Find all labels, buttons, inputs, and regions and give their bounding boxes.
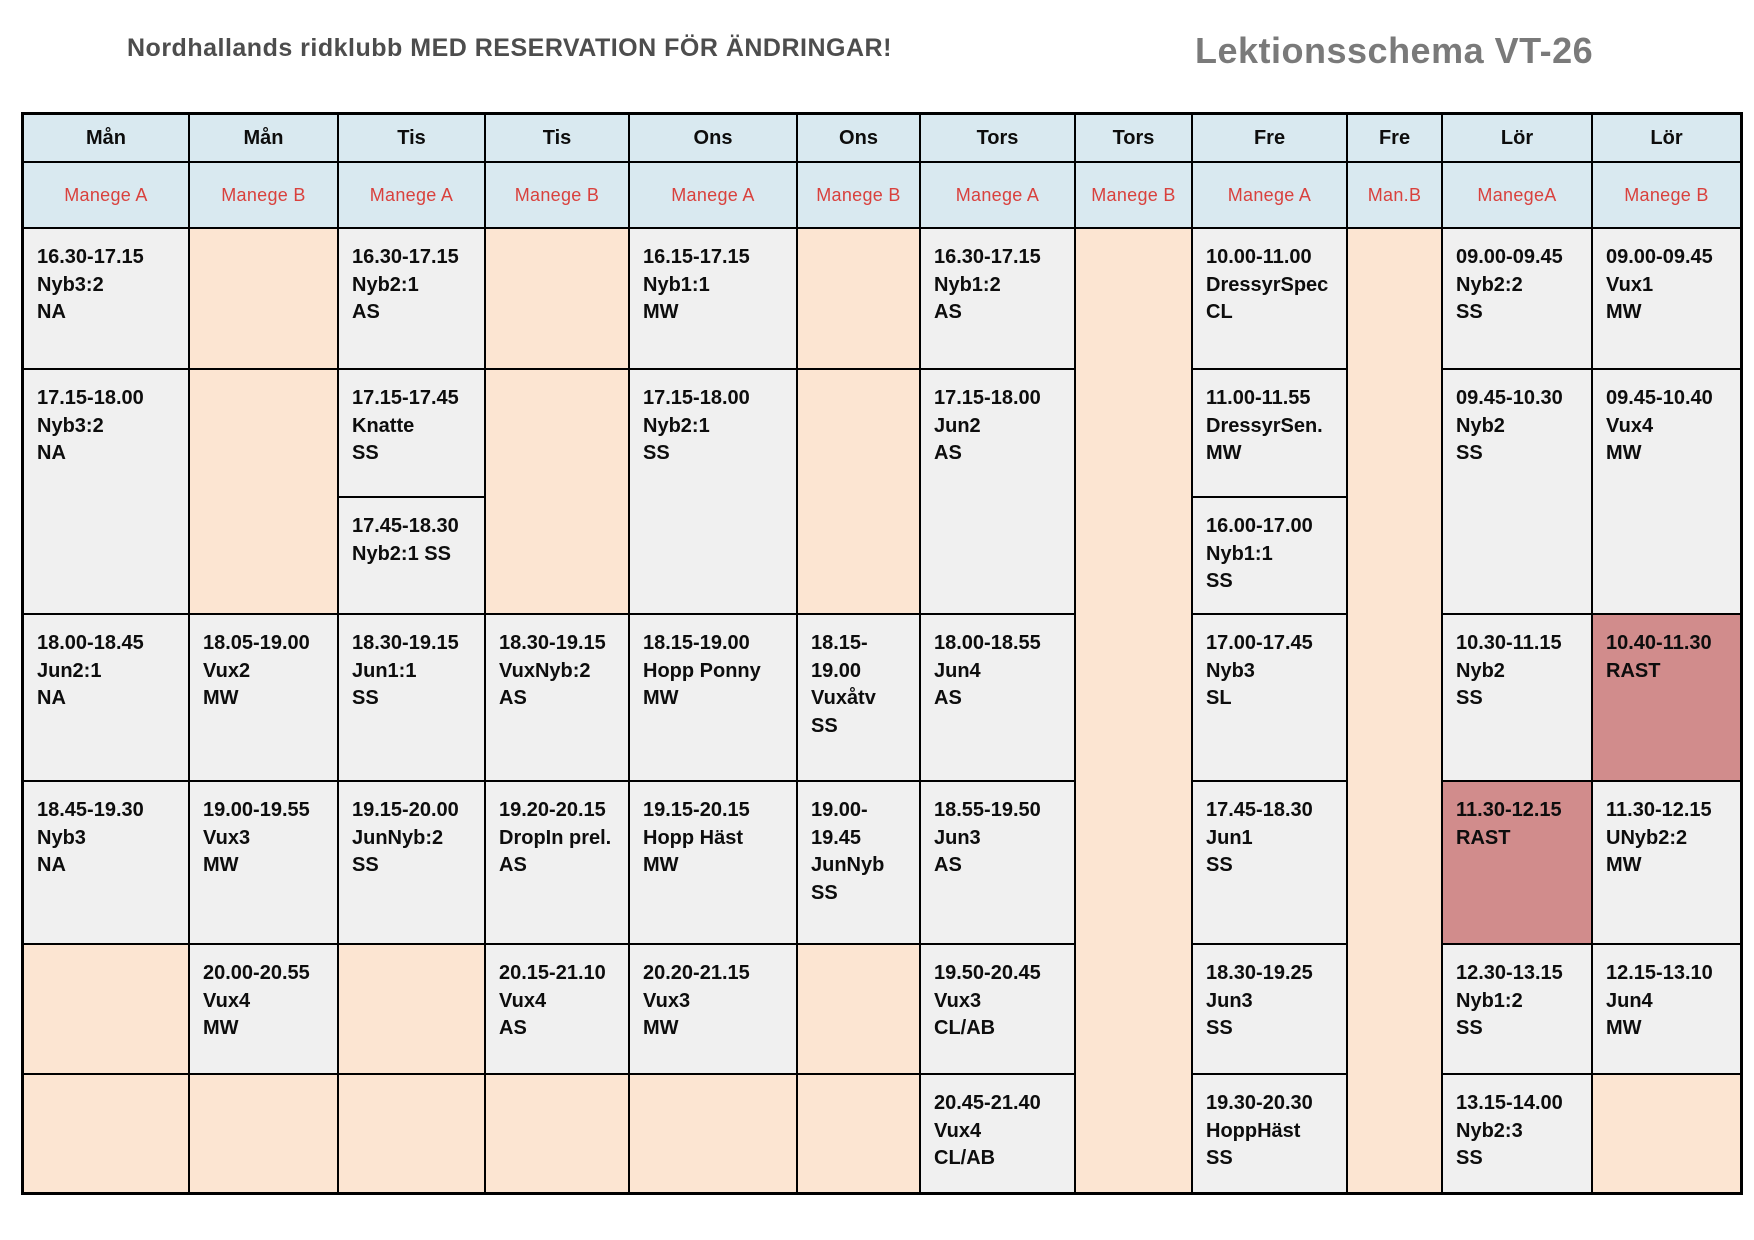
lesson-text-line: DressyrSen.: [1206, 414, 1323, 437]
lesson-text-line: 19.45: [811, 826, 862, 849]
lesson-text-line: SS: [1456, 687, 1483, 710]
manege-header-cell: Manege B: [798, 163, 921, 229]
schedule-cell: [630, 945, 798, 1075]
lesson-text-line: 20.15-21.10: [499, 962, 606, 984]
schedule-cell: [1193, 615, 1348, 782]
schedule-cell: [339, 370, 486, 498]
lesson-text-line: 19.15-20.15: [643, 799, 750, 821]
lesson-text-line: 16.00-17.00: [1206, 515, 1313, 537]
lesson-text-line: Nyb2:3: [1456, 1119, 1523, 1142]
manege-header-cell: Manege A: [24, 163, 190, 229]
lesson-text-line: AS: [934, 301, 962, 324]
day-header-cell: Tis: [339, 115, 486, 163]
schedule-cell: [798, 1075, 921, 1192]
day-header-cell: Tors: [1076, 115, 1193, 163]
day-header-cell: Fre: [1193, 115, 1348, 163]
lesson-text-line: 18.55-19.50: [934, 799, 1041, 821]
schedule-cell: [190, 945, 339, 1075]
lesson-text-line: Vux4: [203, 989, 251, 1012]
lesson-text-line: Nyb2:2: [1456, 273, 1523, 296]
manege-header-cell: Manege A: [630, 163, 798, 229]
lesson-text-line: Vux4: [934, 1119, 982, 1142]
lesson-text-line: Hopp Ponny: [643, 659, 761, 682]
manege-header-cell: Manege B: [1076, 163, 1193, 229]
lesson-text-line: CL/AB: [934, 1017, 996, 1040]
manege-header-cell: Manege A: [339, 163, 486, 229]
lesson-text-line: Jun1:1: [352, 659, 417, 682]
lesson-text-line: NA: [37, 301, 66, 324]
schedule-cell: [486, 615, 630, 782]
lesson-text-line: 18.30-19.15: [499, 632, 606, 654]
lesson-text-line: 16.15-17.15: [643, 246, 750, 268]
lesson-text-line: 20.45-21.40: [934, 1092, 1041, 1114]
schedule-cell: [630, 615, 798, 782]
lesson-text-line: 17.15-18.00: [934, 387, 1041, 409]
lesson-text-line: VuxNyb:2: [499, 659, 591, 682]
schedule-cell: [921, 782, 1076, 945]
day-header-cell: Ons: [630, 115, 798, 163]
lesson-text-line: SS: [352, 854, 379, 877]
schedule-cell: [1076, 229, 1193, 1192]
lesson-text-line: Nyb1:2: [1456, 989, 1523, 1012]
lesson-text-line: Jun3: [1206, 989, 1253, 1012]
lesson-text-line: 19.30-20.30: [1206, 1092, 1313, 1114]
page-title: Lektionsschema VT-26: [1195, 30, 1594, 71]
schedule-cell: [630, 370, 798, 615]
lesson-text-line: Nyb3:2: [37, 414, 104, 437]
lesson-text-line: 18.15-19.00: [643, 632, 750, 654]
day-header-cell: Ons: [798, 115, 921, 163]
schedule-cell: [921, 229, 1076, 370]
lesson-text-line: 19.15-20.00: [352, 799, 459, 821]
lesson-text-line: NA: [37, 442, 66, 465]
lesson-text-line: 18.00-18.55: [934, 632, 1041, 654]
lesson-text-line: SS: [352, 442, 379, 465]
lesson-text-line: SS: [1456, 1147, 1483, 1170]
manege-header-cell: Manege B: [1593, 163, 1740, 229]
schedule-cell: [339, 498, 486, 615]
schedule-cell: [630, 782, 798, 945]
lesson-text-line: Nyb3:2: [37, 273, 104, 296]
lesson-text-line: Vux3: [934, 989, 982, 1012]
lesson-text-line: 19.00-19.55: [203, 799, 310, 821]
lesson-text-line: 10.30-11.15: [1456, 632, 1562, 654]
lesson-text-line: 09.00-09.45: [1606, 246, 1713, 268]
schedule-cell: [798, 782, 921, 945]
lesson-text-line: JunNyb: [811, 854, 885, 877]
schedule-cell: [798, 615, 921, 782]
schedule-cell: [190, 782, 339, 945]
lesson-text-line: 12.15-13.10: [1606, 962, 1713, 984]
day-header-cell: Tors: [921, 115, 1076, 163]
lesson-text-line: MW: [1606, 854, 1642, 877]
lesson-text-line: UNyb2:2: [1606, 826, 1688, 849]
lesson-text-line: 19.20-20.15: [499, 799, 606, 821]
lesson-text-line: 09.45-10.40: [1606, 387, 1713, 409]
schedule-cell: [486, 370, 630, 615]
lesson-text-line: MW: [1206, 442, 1242, 465]
lesson-text-line: RAST: [1606, 659, 1661, 682]
lesson-text-line: 18.30-19.25: [1206, 962, 1313, 984]
lesson-text-line: Knatte: [352, 414, 415, 437]
day-header-cell: Tis: [486, 115, 630, 163]
lesson-text-line: 17.15-18.00: [643, 387, 750, 409]
lesson-text-line: JunNyb:2: [352, 826, 444, 849]
lesson-text-line: Vux4: [499, 989, 547, 1012]
lesson-text-line: MW: [1606, 442, 1642, 465]
schedule-cell: [486, 945, 630, 1075]
schedule-cell: [1593, 370, 1740, 615]
lesson-text-line: SS: [1456, 442, 1483, 465]
club-subtitle: Nordhallands ridklubb MED RESERVATION FÖR ÄNDRINGAR!: [127, 34, 892, 62]
schedule-cell: [190, 229, 339, 370]
lesson-text-line: SS: [1456, 1017, 1483, 1040]
lesson-text-line: SS: [811, 881, 838, 904]
manege-header-cell: Manege B: [486, 163, 630, 229]
lesson-text-line: 18.30-19.15: [352, 632, 459, 654]
lesson-text-line: Jun4: [934, 659, 981, 682]
lesson-text-line: AS: [352, 301, 380, 324]
schedule-cell: [1443, 229, 1593, 370]
lesson-text-line: HoppHäst: [1206, 1119, 1301, 1142]
lesson-text-line: Vux4: [1606, 414, 1654, 437]
schedule-cell: [24, 370, 190, 615]
lesson-text-line: 12.30-13.15: [1456, 962, 1563, 984]
lesson-text-line: Nyb2: [1456, 659, 1505, 682]
lesson-text-line: MW: [643, 301, 679, 324]
day-header-cell: Mån: [190, 115, 339, 163]
schedule-cell: [1193, 945, 1348, 1075]
lesson-text-line: NA: [37, 687, 66, 710]
day-header-cell: Lör: [1593, 115, 1740, 163]
schedule-cell: [1593, 1075, 1740, 1192]
lesson-text-line: 18.45-19.30: [37, 799, 144, 821]
lesson-text-line: Jun2:1: [37, 659, 102, 682]
lesson-text-line: AS: [934, 687, 962, 710]
lesson-text-line: MW: [643, 854, 679, 877]
manege-header-cell: ManegeA: [1443, 163, 1593, 229]
schedule-cell: [798, 945, 921, 1075]
day-header-cell: Fre: [1348, 115, 1443, 163]
lesson-text-line: 09.45-10.30: [1456, 387, 1563, 409]
lesson-text-line: Jun2: [934, 414, 981, 437]
lesson-text-line: MW: [1606, 301, 1642, 324]
schedule-cell: [339, 1075, 486, 1192]
lesson-text-line: 17.15-18.00: [37, 387, 144, 409]
lesson-text-line: MW: [643, 1017, 679, 1040]
lesson-text-line: Vux3: [203, 826, 251, 849]
lesson-text-line: Nyb1:2: [934, 273, 1001, 296]
lesson-text-line: RAST: [1456, 826, 1511, 849]
lesson-text-line: SS: [643, 442, 670, 465]
schedule-cell: [486, 782, 630, 945]
lesson-text-line: MW: [203, 687, 239, 710]
lesson-text-line: SS: [352, 687, 379, 710]
schedule-cell: [339, 229, 486, 370]
schedule-cell: [1593, 229, 1740, 370]
lesson-text-line: SL: [1206, 687, 1232, 710]
schedule-cell: [339, 945, 486, 1075]
lesson-text-line: 13.15-14.00: [1456, 1092, 1563, 1114]
lesson-text-line: Nyb1:1: [1206, 542, 1273, 565]
lesson-text-line: 11.00-11.55: [1206, 387, 1311, 409]
lesson-text-line: Nyb2: [1456, 414, 1505, 437]
lesson-text-line: 17.45-18.30: [1206, 799, 1313, 821]
lesson-text-line: AS: [499, 854, 527, 877]
lesson-text-line: AS: [499, 1017, 527, 1040]
schedule-cell: [24, 615, 190, 782]
manege-header-cell: Manege A: [921, 163, 1076, 229]
schedule-cell: [24, 229, 190, 370]
lesson-text-line: CL: [1206, 301, 1233, 324]
schedule-cell: [921, 615, 1076, 782]
lesson-text-line: SS: [1206, 1017, 1233, 1040]
schedule-cell: [630, 1075, 798, 1192]
schedule-cell: [921, 1075, 1076, 1192]
lesson-text-line: MW: [203, 854, 239, 877]
day-header-cell: Lör: [1443, 115, 1593, 163]
lesson-text-line: 17.15-17.45: [352, 387, 459, 409]
lesson-text-line: 10.40-11.30: [1606, 632, 1712, 654]
schedule-cell: [1193, 1075, 1348, 1192]
lesson-text-line: 11.30-12.15: [1456, 799, 1562, 821]
lesson-text-line: 17.45-18.30: [352, 515, 459, 537]
lesson-text-line: Jun1: [1206, 826, 1253, 849]
schedule-cell: [486, 229, 630, 370]
schedule-cell: [24, 945, 190, 1075]
lesson-text-line: MW: [643, 687, 679, 710]
schedule-cell: [24, 1075, 190, 1192]
lesson-text-line: 17.00-17.45: [1206, 632, 1313, 654]
lesson-text-line: NA: [37, 854, 66, 877]
lesson-text-line: AS: [934, 442, 962, 465]
schedule-cell: [921, 945, 1076, 1075]
schedule-cell: [1593, 782, 1740, 945]
manege-header-cell: Man.B: [1348, 163, 1443, 229]
lesson-text-line: MW: [1606, 1017, 1642, 1040]
lesson-text-line: Jun3: [934, 826, 981, 849]
schedule-cell: [921, 370, 1076, 615]
lesson-text-line: Vux2: [203, 659, 251, 682]
schedule-cell: [190, 1075, 339, 1192]
lesson-text-line: Nyb2:1: [352, 273, 419, 296]
schedule-cell: [1593, 945, 1740, 1075]
lesson-text-line: 18.00-18.45: [37, 632, 144, 654]
lesson-text-line: 20.00-20.55: [203, 962, 310, 984]
lesson-text-line: AS: [934, 854, 962, 877]
lesson-text-line: 18.15-: [811, 632, 868, 654]
lesson-text-line: Nyb3: [1206, 659, 1255, 682]
schedule-cell: [798, 370, 921, 615]
day-header-cell: Mån: [24, 115, 190, 163]
schedule-cell: [339, 615, 486, 782]
lesson-text-line: Vux1: [1606, 273, 1654, 296]
schedule-cell: [630, 229, 798, 370]
lesson-text-line: AS: [499, 687, 527, 710]
schedule-cell: [1193, 498, 1348, 615]
schedule-cell: [1193, 229, 1348, 370]
manege-header-cell: Manege B: [190, 163, 339, 229]
lesson-text-line: Nyb1:1: [643, 273, 710, 296]
lesson-text-line: 16.30-17.15: [934, 246, 1041, 268]
lesson-text-line: Nyb2:1: [643, 414, 710, 437]
schedule-cell: [1193, 370, 1348, 498]
lesson-text-line: 19.00-: [811, 799, 868, 821]
lesson-text-line: DropIn prel.: [499, 826, 612, 849]
lesson-text-line: 20.20-21.15: [643, 962, 750, 984]
schedule-cell: [486, 1075, 630, 1192]
schedule-cell: [1443, 615, 1593, 782]
schedule-cell: [24, 782, 190, 945]
schedule-cell: [1443, 370, 1593, 615]
schedule-cell: [1443, 945, 1593, 1075]
lesson-text-line: SS: [1206, 854, 1233, 877]
lesson-text-line: MW: [203, 1017, 239, 1040]
lesson-text-line: Hopp Häst: [643, 826, 743, 849]
schedule-cell: [190, 615, 339, 782]
schedule-cell: [798, 229, 921, 370]
lesson-text-line: SS: [1206, 1147, 1233, 1170]
lesson-text-line: Nyb3: [37, 826, 86, 849]
lesson-text-line: 11.30-12.15: [1606, 799, 1712, 821]
lesson-text-line: Vux3: [643, 989, 691, 1012]
lesson-text-line: SS: [1456, 301, 1483, 324]
schedule-cell: [190, 370, 339, 615]
schedule-cell: [1443, 1075, 1593, 1192]
schedule-cell: [1443, 782, 1593, 945]
lesson-text-line: 10.00-11.00: [1206, 246, 1312, 268]
lesson-text-line: 16.30-17.15: [37, 246, 144, 268]
schedule-cell: [1193, 782, 1348, 945]
lesson-text-line: 16.30-17.15: [352, 246, 459, 268]
lesson-text-line: Nyb2:1 SS: [352, 542, 451, 565]
lesson-text-line: SS: [1206, 570, 1233, 593]
schedule-cell: [339, 782, 486, 945]
lesson-text-line: 09.00-09.45: [1456, 246, 1563, 268]
lesson-text-line: 18.05-19.00: [203, 632, 310, 654]
schedule-grid: [21, 112, 1743, 1195]
lesson-text-line: 19.00: [811, 659, 862, 682]
lesson-text-line: CL/AB: [934, 1147, 996, 1170]
manege-header-cell: Manege A: [1193, 163, 1348, 229]
lesson-text-line: Vuxåtv: [811, 687, 876, 710]
lesson-text-line: DressyrSpec: [1206, 273, 1329, 296]
schedule-cell: [1593, 615, 1740, 782]
lesson-text-line: Jun4: [1606, 989, 1653, 1012]
lesson-text-line: 19.50-20.45: [934, 962, 1041, 984]
schedule-cell: [1348, 229, 1443, 1192]
lesson-text-line: SS: [811, 714, 838, 737]
